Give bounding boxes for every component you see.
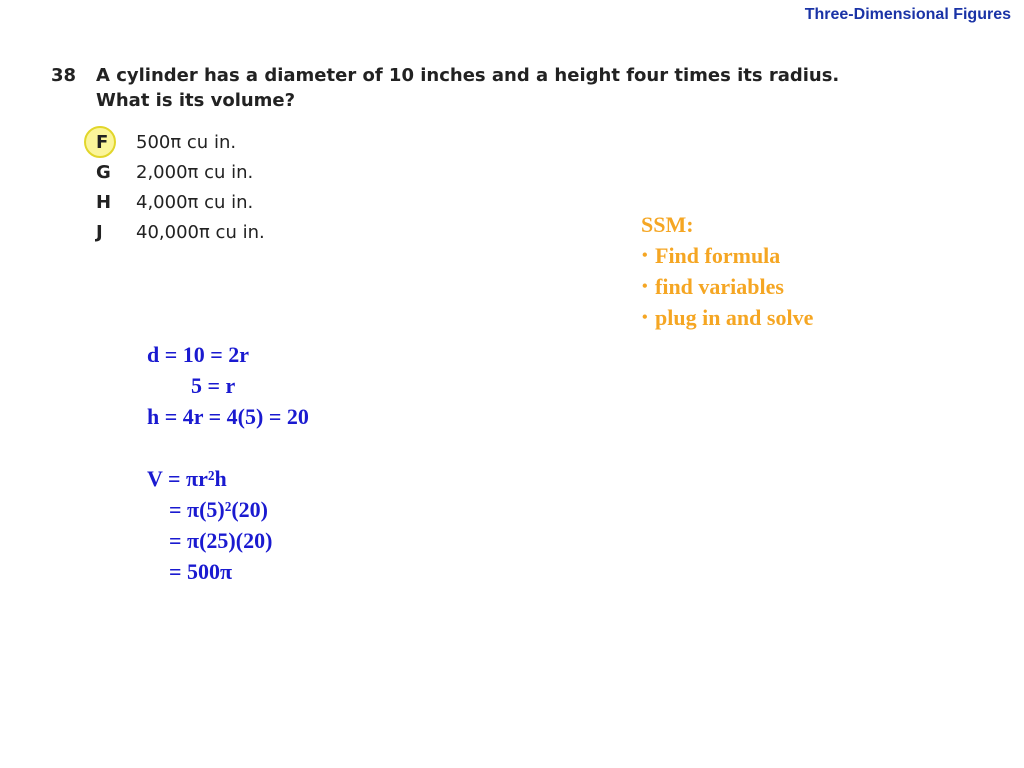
solution-work (147, 339, 309, 587)
question-text (96, 63, 876, 113)
choice-letter: G (96, 162, 111, 183)
work-line: d = 10 = 2r (147, 342, 250, 367)
choice-answer: 4,000π cu in. (136, 192, 254, 213)
choice-letter: H (96, 192, 112, 213)
choice-answer: 500π cu in. (136, 132, 237, 153)
work-line: V = πr²h (147, 466, 227, 491)
question-number: 38 (51, 65, 77, 86)
work-line: 5 = r (147, 373, 236, 398)
ssm-step: • plug in and solve (641, 302, 813, 333)
work-line: = 500π (147, 559, 233, 584)
question-text-line-1: A cylinder has a diameter of 10 inches and a height four times its radius. (96, 65, 840, 86)
question-text-line-2: What is its volume? (96, 90, 296, 111)
choice-answer: 2,000π cu in. (136, 162, 254, 183)
choice-letter: J (96, 222, 103, 243)
ssm-step: • find variables (641, 271, 813, 302)
slide-title: Three-Dimensional Figures (804, 6, 1011, 23)
ssm-heading: SSM: (641, 212, 694, 237)
ssm-strategy (641, 209, 813, 333)
choice-answer: 40,000π cu in. (136, 222, 265, 243)
work-line: h = 4r = 4(5) = 20 (147, 404, 309, 429)
work-line: = π(5)²(20) (147, 497, 268, 522)
work-line (147, 432, 309, 463)
ssm-step: • Find formula (641, 240, 813, 271)
choice-letter: F (96, 132, 109, 153)
work-line: = π(25)(20) (147, 528, 273, 553)
